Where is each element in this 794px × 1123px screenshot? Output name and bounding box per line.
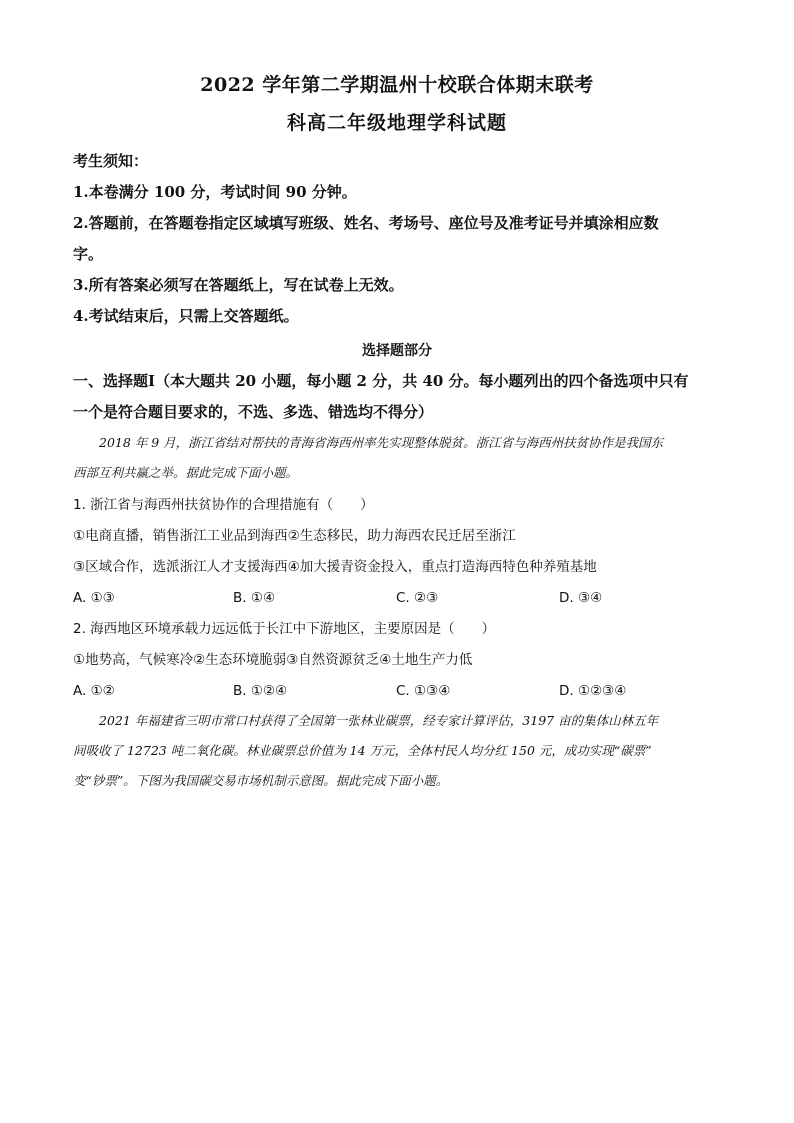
notes-item: 1.本卷满分 100 分，考试时间 90 分钟。 (73, 183, 357, 201)
exam-title: 2022 学年第二学期温州十校联合体期末联考 (200, 74, 594, 96)
option-a[interactable]: A. ①② (73, 683, 115, 699)
notes-item: 2.答题前，在答题卷指定区域填写班级、姓名、考场号、座位号及准考证号并填涂相应数 (73, 214, 659, 232)
reading-passage-1 (73, 428, 733, 488)
exam-subtitle: 科高二年级地理学科试题 (286, 112, 507, 134)
passage-line: 变“钞票”。下图为我国碳交易市场机制示意图。据此完成下面小题。 (73, 773, 449, 788)
notes-item: 4.考试结束后，只需上交答题纸。 (73, 307, 299, 325)
question-statement: ①地势高，气候寒冷②生态环境脆弱③自然资源贫乏④土地生产力低 (73, 652, 473, 668)
question-statement: ①电商直播，销售浙江工业品到海西②生态移民，助力海西农民迁居至浙江 (73, 528, 516, 544)
option-d[interactable]: D. ①②③④ (559, 683, 627, 699)
option-b[interactable]: B. ①②④ (233, 683, 288, 699)
options-row (73, 676, 733, 707)
option-c[interactable]: C. ①③④ (396, 683, 451, 699)
question-2 (73, 614, 733, 707)
candidate-notes (73, 146, 733, 332)
section-title: 选择题部分 (362, 343, 432, 359)
part-instructions-line: 一、选择题Ⅰ（本大题共 20 小题，每小题 2 分，共 40 分。每小题列出的四个备选项中只有 (73, 372, 689, 390)
question-statement: ③区域合作，选派浙江人才支援海西④加大援青资金投入，重点打造海西特色种养殖基地 (73, 559, 597, 575)
option-b[interactable]: B. ①④ (233, 590, 276, 606)
reading-passage-2 (73, 706, 733, 796)
notes-heading: 考生须知： (73, 152, 149, 170)
question-stem: 1. 浙江省与海西州扶贫协作的合理措施有（ ） (73, 497, 374, 513)
notes-item: 3.所有答案必须写在答题纸上，写在试卷上无效。 (73, 276, 404, 294)
part-instructions (73, 366, 733, 428)
passage-line: 间吸收了 12723 吨二氧化碳。林业碳票总价值为 14 万元，全体村民人均分红 150 元，成功实现“碳票” (73, 743, 652, 758)
passage-line: 西部互利共赢之举。据此完成下面小题。 (73, 465, 299, 480)
question-1 (73, 490, 733, 614)
option-d[interactable]: D. ③④ (559, 590, 603, 606)
part-instructions-line: 一个是符合题目要求的，不选、多选、错选均不得分） (73, 403, 434, 421)
question-stem: 2. 海西地区环境承载力远远低于长江中下游地区，主要原因是（ ） (73, 621, 496, 637)
option-a[interactable]: A. ①③ (73, 590, 115, 606)
options-row (73, 583, 733, 614)
option-c[interactable]: C. ②③ (396, 590, 439, 606)
notes-item: 字。 (73, 245, 104, 263)
passage-line: 2018 年 9 月，浙江省结对帮扶的青海省海西州率先实现整体脱贫。浙江省与海西州扶贫协作是我国东 (99, 435, 664, 450)
passage-line: 2021 年福建省三明市常口村获得了全国第一张林业碳票，经专家计算评估，3197 亩的集体山林五年 (99, 713, 659, 728)
